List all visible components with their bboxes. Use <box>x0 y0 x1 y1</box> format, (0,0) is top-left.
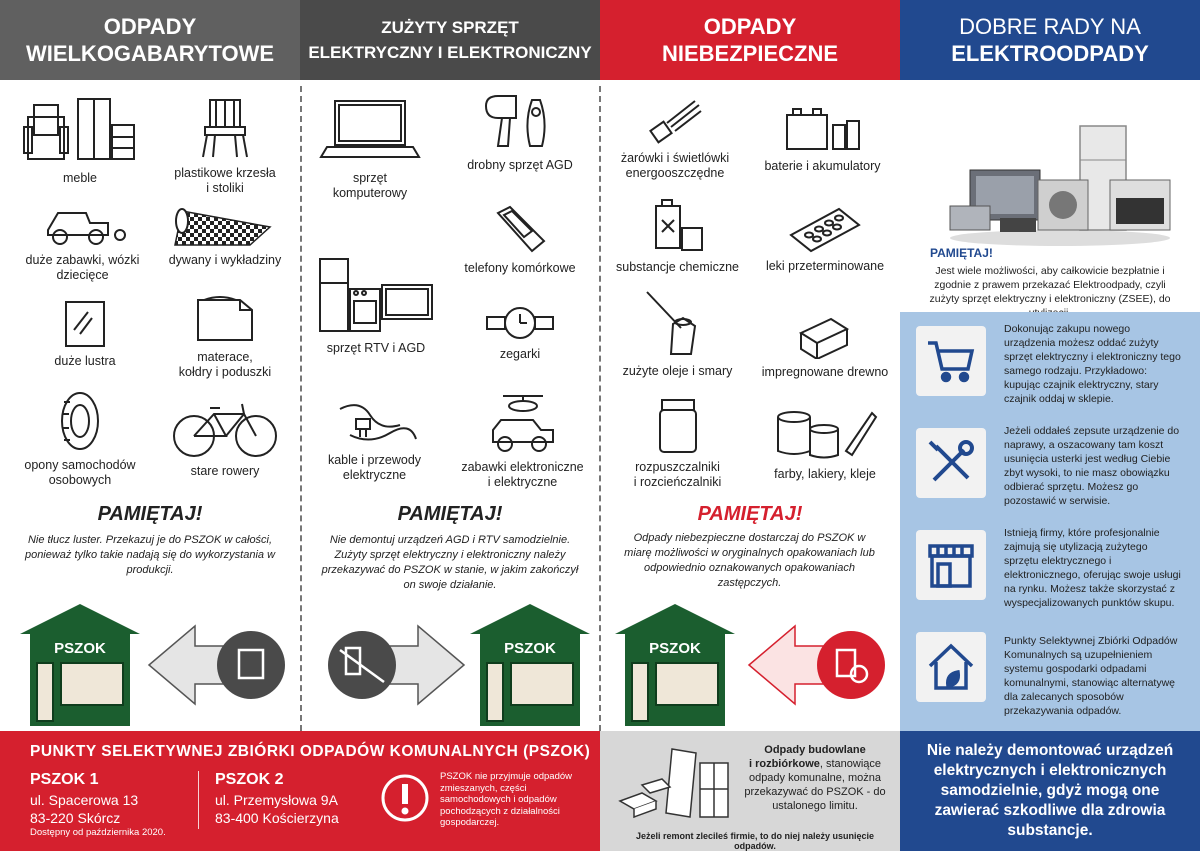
header-line-2: NIEBEZPIECZNE <box>661 41 839 66</box>
remember-title: PAMIĘTAJ! <box>930 246 993 260</box>
item-computers <box>310 95 430 201</box>
item-toys <box>20 205 145 283</box>
laptop-icon <box>315 95 425 165</box>
arrow-left-icon <box>745 620 895 710</box>
header-line-2: ELEKTRYCZNY I ELEKTRONICZNY <box>308 43 592 62</box>
tip-text: Punkty Selektywnej Zbiórki Odpadów Komunalnych są uzupełnieniem systemu gospodarki odpadami komunalnymi, stanowiąc alternatywę dla zalecanych sposobów przekazywania odpadów. <box>1004 635 1178 717</box>
hairdryer-icon <box>480 92 560 152</box>
pszok-label: PSZOK <box>649 640 701 657</box>
plastic-chair-icon <box>195 95 255 160</box>
address-line: 83-400 Kościerzyna <box>215 810 339 826</box>
furniture-icon <box>20 95 140 165</box>
header-electronics <box>300 0 600 80</box>
item-watches <box>470 305 570 362</box>
construction-note: Jeżeli remont zlecileś firmie, to do niej należy usunięcie odpadów. <box>635 831 875 851</box>
pszok-house <box>20 604 140 726</box>
header-advice <box>900 0 1200 80</box>
pszok1-name: PSZOK 1 <box>30 771 99 788</box>
advice-panel <box>900 80 1200 731</box>
watch-icon <box>485 305 555 341</box>
shopping-cart-icon <box>926 339 976 383</box>
wood-plank-icon <box>795 315 855 359</box>
pszok2-address <box>215 791 339 827</box>
item-batteries <box>755 105 890 174</box>
tyre-icon <box>50 390 110 452</box>
tip-icon-box <box>916 428 986 498</box>
appliances-icon <box>316 255 436 335</box>
tip-icon-box <box>916 530 986 600</box>
item-small-appliances <box>455 92 585 173</box>
item-electronic-toys <box>455 388 590 490</box>
header-hazardous <box>600 0 900 80</box>
chemical-canister-icon <box>648 198 708 254</box>
arrow-right-icon <box>318 620 468 710</box>
item-label: baterie i akumulatory <box>764 159 881 173</box>
item-chemicals <box>610 198 745 275</box>
blue-warning-text: Nie należy demontować urządzeń elektrycznych i elektronicznych samodzielnie, gdyż mogą one zawierać szkodliwe dla zdrowia substancje. <box>926 742 1174 839</box>
blue-warning <box>900 731 1200 851</box>
column-divider <box>599 86 601 731</box>
solvent-jar-icon <box>658 398 698 454</box>
advice-tips <box>900 312 1200 731</box>
item-mirrors <box>30 300 140 369</box>
item-mattresses <box>160 292 290 380</box>
remember-text: Jest wiele możliwości, aby całkowicie bezpłatnie i zgodnie z prawem przekazać Elektroodpady, czyli zużyty sprzęt elektryczny i elektroniczny (ZSEE), do <box>929 265 1171 305</box>
item-plastic-chairs <box>160 95 290 196</box>
item-impregnated-wood <box>760 315 890 380</box>
remember-text: Odpady niebezpieczne dostarczaj do PSZOK w miarę możliwości w oryginalnych opakowaniach lub odpowiednio oznakowanych opakowaniach zastępczych. <box>624 532 875 589</box>
item-label: impregnowane drewno <box>761 365 889 379</box>
header-line-1: DOBRE RADY NA <box>959 14 1141 39</box>
item-cables <box>312 395 437 483</box>
item-carpets <box>160 205 290 268</box>
construction-text <box>740 743 890 813</box>
battery-icon <box>783 105 863 153</box>
item-label: duże lustra <box>54 354 116 368</box>
remember-title: PAMIĘTAJ! <box>97 503 203 525</box>
item-label: farby, lakiery, kleje <box>774 467 876 481</box>
carpet-icon <box>170 205 280 247</box>
item-label: substancje chemiczne <box>616 260 739 274</box>
item-paints <box>760 405 890 482</box>
remember-text: Nie demontuj urządzeń AGD i RTV samodzielnie. Zużyty sprzęt elektryczny i elektroniczny należy przekazywać do PSZOK w stanie, w jakim zakończył on swoje działanie. <box>321 534 579 591</box>
pszok-house <box>470 604 590 726</box>
item-label: dywany i wykładziny <box>168 253 282 267</box>
address-line: ul. Spacerowa 13 <box>30 792 139 808</box>
address-line: 83-220 Skórcz <box>30 810 121 826</box>
footer-divider <box>198 771 199 829</box>
item-label: sprzęt RTV i AGD <box>326 341 426 355</box>
header-line-1: ZUŻYTY SPRZĘT <box>381 18 519 37</box>
header-line-1: ODPADY <box>703 14 797 39</box>
item-label: sprzęt komputerowy <box>332 171 408 200</box>
pszok2-name: PSZOK 2 <box>215 771 284 788</box>
item-label: kable i przewody elektryczne <box>327 453 422 482</box>
construction-bold: Odpady budowlane <box>764 744 866 756</box>
tip-text: Istnieją firmy, które profesjonalnie zajmują się utylizacją zużytego sprzętu elektrycznego i elektronicznego, oferując swoje usługi na rynku. Możesz także skorzystać z wyspecjalizowanych punktów skupu. <box>1004 527 1181 609</box>
construction-bold: i rozbiórkowe <box>748 758 820 770</box>
pszok-label: PSZOK <box>504 640 556 657</box>
tip-text: Dokonując zakupu nowego urządzenia możesz oddać zużyty sprzęt elektryczny i elektroniczny tego samego rodzaju. Przykładowo: kupując czajnik elektryczny, stary czajnik oddaj w sklepie. <box>1004 323 1181 405</box>
arrow-left-icon <box>145 620 295 710</box>
item-label: materace, kołdry i poduszki <box>178 350 272 379</box>
header-bulky-waste <box>0 0 300 80</box>
column-divider <box>300 86 302 731</box>
item-oils <box>610 288 745 379</box>
bicycle-icon <box>170 400 280 458</box>
cable-plug-icon <box>330 395 420 447</box>
remember-title: PAMIĘTAJ! <box>397 503 503 525</box>
warning-icon <box>380 773 430 823</box>
tip-icon-box <box>916 632 986 702</box>
light-bulb-icon <box>645 95 705 145</box>
rc-toys-icon <box>483 388 563 454</box>
item-label: stare rowery <box>190 464 260 478</box>
construction-debris-icon <box>612 743 732 823</box>
item-label: rozpuszczalniki i rozcieńczalniki <box>633 460 722 489</box>
mirror-icon <box>60 300 110 348</box>
pszok-house <box>615 604 735 726</box>
pszok-warning: PSZOK nie przyjmuje odpadów zmieszanych, części samochodowych i odpadów pochodzących z działalności gospodarczej. <box>440 771 573 828</box>
item-label: zużyte oleje i smary <box>622 364 733 378</box>
construction-waste <box>600 731 900 851</box>
item-rtv-agd <box>312 255 440 356</box>
item-phones <box>455 203 585 276</box>
header-line-2: ELEKTROODPADY <box>951 41 1149 66</box>
pszok-label: PSZOK <box>54 640 106 657</box>
item-label: żarówki i świetlówki energooszczędne <box>620 151 730 180</box>
item-label: zabawki elektroniczne i elektryczne <box>461 460 584 489</box>
paint-can-icon <box>770 405 880 461</box>
remember-title: PAMIĘTAJ! <box>697 503 803 525</box>
item-medicines <box>760 205 890 274</box>
eco-house-icon <box>926 642 976 692</box>
item-label: telefony komórkowe <box>464 261 576 275</box>
item-label: drobny sprzęt AGD <box>467 158 573 172</box>
advice-intro <box>900 80 1200 312</box>
oil-can-icon <box>643 288 713 358</box>
item-furniture <box>20 95 140 186</box>
item-label: zegarki <box>499 347 541 361</box>
tip-icon-box <box>916 326 986 396</box>
construction-body: , stanowiące odpady komunalne, można przekazywać do PSZOK - do ustalonego limitu. <box>744 758 886 812</box>
header-line-1: ODPADY <box>103 14 197 39</box>
item-label: duże zabawki, wózki dziecięce <box>25 253 140 282</box>
item-bulbs <box>610 95 740 181</box>
header-line-2: WIELKOGABARYTOWE <box>25 41 275 66</box>
remember-text: Nie tłucz luster. Przekazuj je do PSZOK w całości, ponieważ tylko takie nadają się do wykorzystania w produkcji. <box>24 534 276 576</box>
repair-tools-icon <box>926 438 976 488</box>
pszok1-note: Dostępny od października 2020. <box>30 827 166 838</box>
pill-blister-icon <box>785 205 865 253</box>
item-label: meble <box>62 171 98 185</box>
item-bicycles <box>165 400 285 479</box>
mobile-phone-icon <box>490 203 550 255</box>
electronic-waste-pile-icon <box>940 120 1180 250</box>
pszok1-address <box>30 791 138 827</box>
item-tyres <box>15 390 145 488</box>
item-label: opony samochodów osobowych <box>24 458 136 487</box>
toy-car-icon <box>38 205 128 247</box>
mattress-icon <box>190 292 260 344</box>
footer-title: PUNKTY SELEKTYWNEJ ZBIÓRKI ODPADÓW KOMUNALNYCH (PSZOK) <box>30 743 591 760</box>
tip-text: Jeżeli oddałeś zepsute urządzenie do naprawy, a oszacowany tam koszt usunięcia usterki jest według Ciebie zbyt wysoki, to nie masz obowiązku odbierać sprzętu. Możesz go pozostawić w serwisie. <box>1004 425 1180 507</box>
item-label: leki przeterminowane <box>765 259 885 273</box>
shop-stall-icon <box>926 540 976 590</box>
address-line: ul. Przemysłowa 9A <box>215 792 338 808</box>
item-solvents <box>615 398 740 490</box>
item-label: plastikowe krzesła i stoliki <box>174 166 276 195</box>
